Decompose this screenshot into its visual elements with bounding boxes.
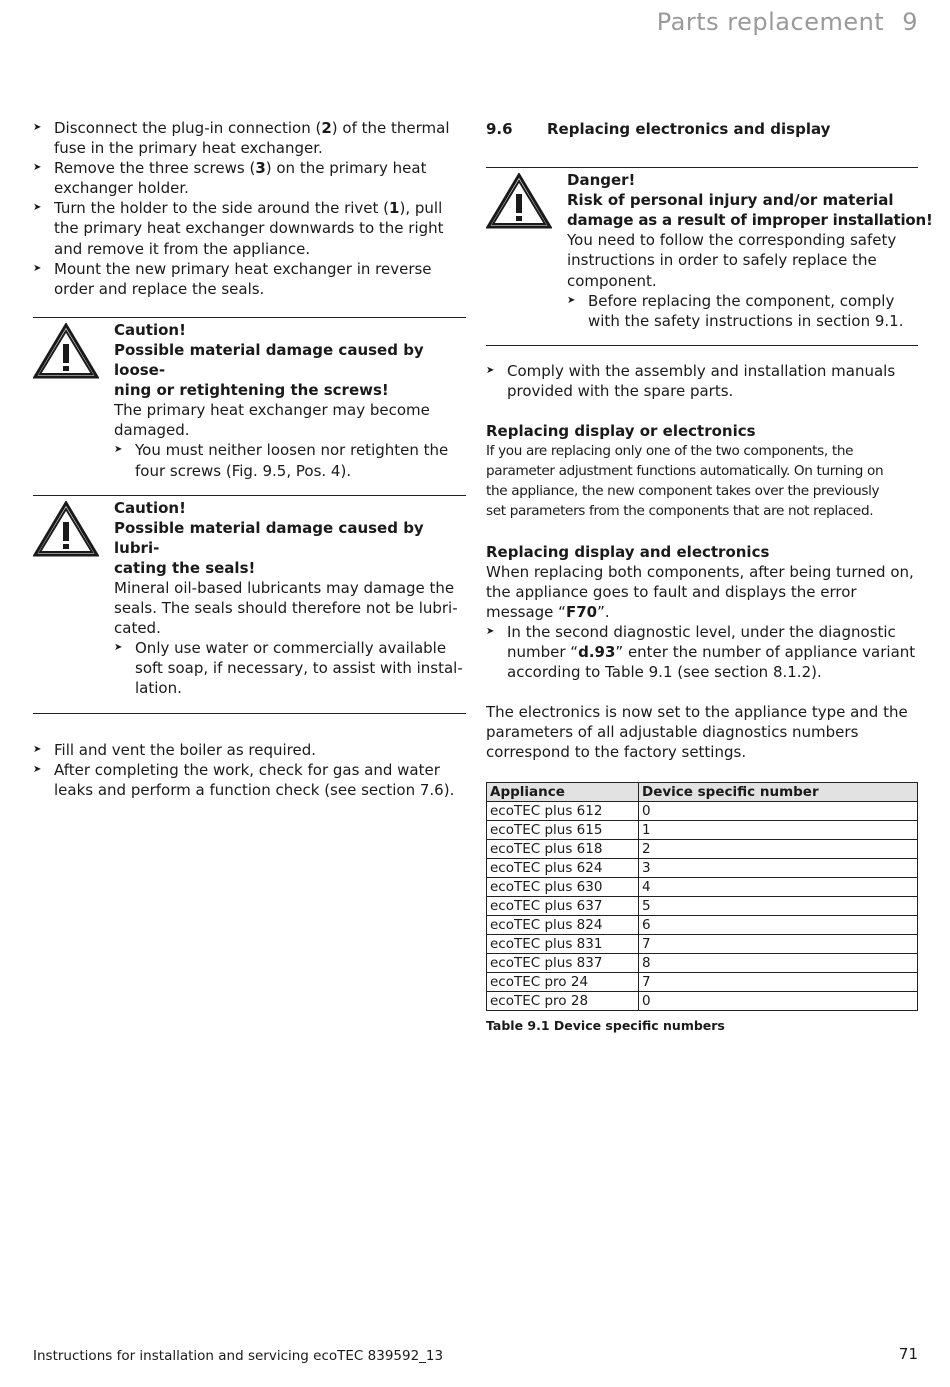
- caution-step-line-2: four screws (Fig. 9.5, Pos. 4).: [135, 461, 352, 480]
- caution-text: The primary heat exchanger may become damaged.: [114, 401, 430, 440]
- table-row: [487, 973, 918, 992]
- table-row: [487, 840, 918, 859]
- subheading-display-or-electronics: Replacing display or electronics: [486, 422, 756, 441]
- appliance-cell: ecoTEC plus 630: [487, 878, 639, 897]
- danger-box: [486, 167, 933, 346]
- text-run: Mount the new primary heat exchanger in reverse order and replace the seals.: [54, 259, 432, 298]
- danger-title-line-1: Risk of personal injury and/or material: [567, 191, 894, 210]
- text-run: Remove the three screws (: [54, 159, 256, 178]
- table-header-row: [487, 783, 918, 802]
- text-run: ), pull the primary heat exchanger downwards to the right and remove it from the appliance.: [54, 199, 444, 258]
- step-fill-vent: ➤ Fill and vent the boiler as required.: [33, 740, 466, 760]
- footer-document-title: Instructions for installation and servicing ecoTEC 839592_13: [33, 1348, 444, 1364]
- caution-text-line-3: cated.: [114, 619, 161, 638]
- text-run: ” enter the number of appliance variant according to Table 9.1 (see section 8.1.2).: [507, 642, 916, 682]
- caution-box-screws: [33, 317, 466, 496]
- device-number-cell: 7: [639, 935, 918, 954]
- chapter-title: Parts replacement: [656, 8, 885, 36]
- bold-reference: 2: [321, 119, 332, 137]
- paragraph-line: set parameters from the components that are not replaced.: [486, 503, 874, 520]
- caution-title-line-2: cating the seals!: [114, 558, 256, 577]
- table-row: [487, 954, 918, 973]
- table-row: [487, 916, 918, 935]
- right-column: [486, 118, 933, 1037]
- danger-text: You need to follow the corresponding safety instructions in order to safely replace the component.: [567, 231, 897, 290]
- list-item: [33, 198, 466, 258]
- appliance-cell: ecoTEC plus 618: [487, 840, 639, 859]
- text-run: ) on the primary heat exchanger holder.: [54, 159, 427, 198]
- paragraph-line: parameter adjustment functions automatically. On turning on: [486, 463, 884, 480]
- appliance-cell: ecoTEC pro 28: [487, 992, 639, 1011]
- column-header-appliance: Appliance: [487, 783, 639, 802]
- caution-label: Caution!: [114, 320, 186, 339]
- caution-step: [114, 638, 466, 698]
- table-row: [487, 878, 918, 897]
- bold-reference: 1: [389, 199, 400, 218]
- list-item: [33, 118, 466, 158]
- left-column: [33, 118, 466, 800]
- appliance-cell: ecoTEC plus 837: [487, 954, 639, 973]
- paragraph-factory-settings: The electronics is now set to the appliance type and the parameters of all adjustable diagnostics numbers correspond to the factory settings.: [486, 703, 908, 762]
- appliance-cell: ecoTEC plus 612: [487, 802, 639, 821]
- caution-text-line-2: seals. The seals should therefore not be lubri-: [114, 599, 458, 618]
- table-row: [487, 859, 918, 878]
- bold-reference: F70: [565, 602, 598, 621]
- device-number-cell: 7: [639, 973, 918, 992]
- device-number-cell: 6: [639, 916, 918, 935]
- bold-reference: d.93: [578, 642, 616, 661]
- warning-triangle-icon: [33, 501, 99, 557]
- text-run: ”.: [597, 602, 610, 621]
- danger-title-line-2: damage as a result of improper installation!: [567, 211, 933, 230]
- device-number-cell: 2: [639, 840, 918, 859]
- list-item: [33, 158, 466, 198]
- caution-step-line-2: soft soap, if necessary, to assist with instal-: [135, 659, 463, 678]
- danger-step: ➤ Before replacing the component, comply with the safety instructions in section 9.1.: [567, 291, 918, 331]
- caution-title-line-1: Possible material damage caused by lubri-: [114, 518, 424, 557]
- table-row: [487, 897, 918, 916]
- appliance-cell: ecoTEC plus 637: [487, 897, 639, 916]
- appliance-cell: ecoTEC plus 824: [487, 916, 639, 935]
- paragraph-line: If you are replacing only one of the two components, the: [486, 443, 854, 460]
- caution-title-line-2: ning or retightening the screws!: [114, 381, 389, 400]
- text-run: Turn the holder to the side around the rivet (: [54, 199, 390, 218]
- table-row: [487, 935, 918, 954]
- step-list-primary-heat-exchanger: [33, 118, 466, 299]
- appliance-cell: ecoTEC pro 24: [487, 973, 639, 992]
- caution-title-line-1: Possible material damage caused by loose-: [114, 340, 424, 380]
- bold-reference: 3: [255, 159, 266, 178]
- device-number-cell: 4: [639, 878, 918, 897]
- appliance-cell: ecoTEC plus 624: [487, 859, 639, 878]
- subheading-display-and-electronics: Replacing display and electronics: [486, 542, 770, 561]
- warning-triangle-icon: [33, 323, 99, 379]
- caution-step-line-1: ➤ Only use water or commercially available: [135, 639, 447, 658]
- table-row: [487, 802, 918, 821]
- device-number-cell: 5: [639, 897, 918, 916]
- device-number-cell: 3: [639, 859, 918, 878]
- table-row: [487, 821, 918, 840]
- caution-label: Caution!: [114, 498, 186, 517]
- danger-label: Danger!: [567, 171, 636, 190]
- text-run: ) of the thermal fuse in the primary heat exchanger.: [54, 119, 450, 158]
- list-item: [33, 259, 466, 299]
- section-heading: [486, 118, 918, 139]
- paragraph-display-or-electronics: [486, 441, 918, 521]
- table-row: [487, 992, 918, 1011]
- appliance-cell: ecoTEC plus 615: [487, 821, 639, 840]
- device-number-cell: 0: [639, 802, 918, 821]
- column-header-device-number: Device specific number: [639, 783, 918, 802]
- danger-triangle-icon: [486, 173, 552, 229]
- device-number-cell: 0: [639, 992, 918, 1011]
- appliance-cell: ecoTEC plus 831: [487, 935, 639, 954]
- text-run: In the second diagnostic level, under the diagnostic number “: [507, 622, 896, 661]
- step-diagnostic-d93: [486, 622, 918, 682]
- device-number-table: [486, 782, 918, 1011]
- caution-step-line-3: lation.: [135, 679, 182, 698]
- device-number-cell: 1: [639, 821, 918, 840]
- caution-step-line-1: ➤ You must neither loosen nor retighten the: [135, 441, 449, 460]
- page-number: 71: [898, 1345, 918, 1363]
- paragraph-display-and-electronics: [486, 562, 918, 622]
- caution-box-seals: [33, 496, 466, 714]
- section-title: Replacing electronics and display: [547, 120, 831, 138]
- table-caption: Table 9.1 Device specific numbers: [486, 1018, 725, 1034]
- device-number-cell: 8: [639, 954, 918, 973]
- step-comply-manuals: ➤ Comply with the assembly and installation manuals provided with the spare parts.: [486, 361, 918, 401]
- paragraph-line: the appliance, the new component takes over the previously: [486, 483, 880, 500]
- section-number: 9.6: [486, 120, 513, 138]
- step-leak-check: ➤ After completing the work, check for gas and water leaks and perform a function check (see section 7.6).: [33, 760, 466, 800]
- caution-step: [114, 440, 466, 480]
- caution-text-line-1: Mineral oil-based lubricants may damage the: [114, 578, 455, 597]
- page-header: [657, 4, 918, 40]
- chapter-number: 9: [902, 8, 918, 36]
- text-run: Disconnect the plug-in connection (: [54, 119, 322, 137]
- text-run: When replacing both components, after being turned on, the appliance goes to fault and displays the error message “: [486, 562, 914, 621]
